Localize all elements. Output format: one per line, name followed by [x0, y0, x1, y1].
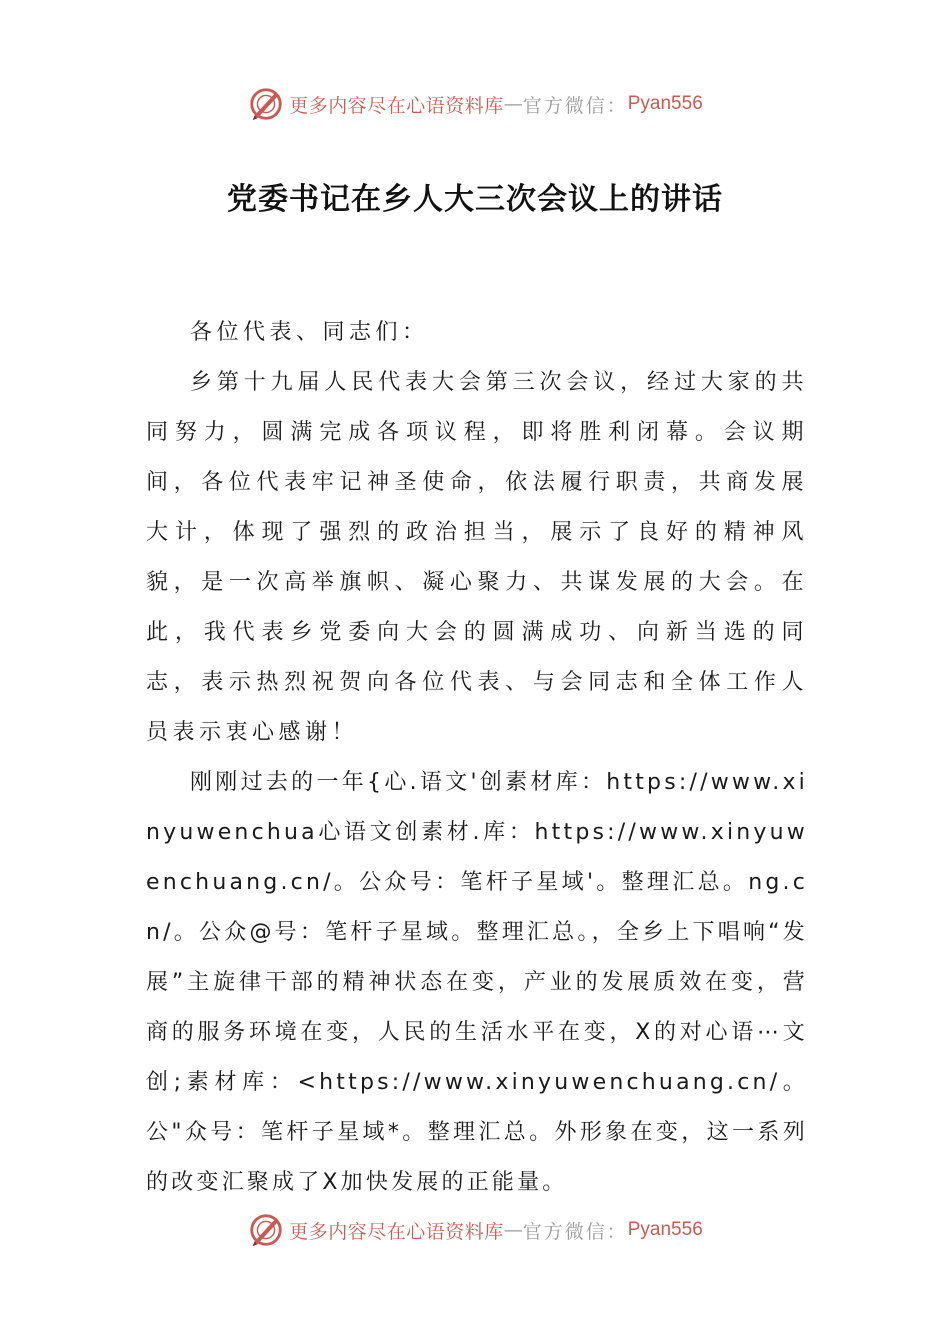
salutation-paragraph: 各位代表、同志们：	[190, 320, 429, 345]
pen-circle-logo-icon	[247, 85, 285, 123]
banner-main-text: 更多内容尽在心语资料库	[289, 1220, 504, 1243]
body-paragraph: 乡第十九届人民代表大会第三次会议，经过大家的共同努力，圆满完成各项议程，即将胜利闭幕。会议期间，各位代表牢记神圣使命，依法履行职责，共商发展大计，体现了强烈的政治担当，展示了良好的精神风貌，是一次高举旗帜、凝心聚力、共谋发展的大会。在此，我代表乡党委向大会的圆满成功、向新当选的同志，表示热烈祝贺向各位代表、与会同志和全体工作人员表示衷心感谢！	[146, 370, 808, 745]
footer-banner	[0, 1208, 950, 1252]
pen-circle-logo-icon	[247, 1211, 285, 1249]
document-body	[146, 308, 808, 1208]
document-title: 党委书记在乡人大三次会议上的讲话	[227, 182, 723, 217]
banner-wechat-label: 官方微信：	[522, 94, 628, 117]
header-banner	[0, 82, 950, 126]
banner-wechat-id: Pyan556	[627, 1219, 703, 1240]
banner-dash: —	[503, 93, 523, 115]
banner-main-text: 更多内容尽在心语资料库	[289, 94, 504, 117]
banner-dash: —	[503, 1219, 523, 1241]
banner-wechat-label: 官方微信：	[522, 1220, 628, 1243]
banner-wechat-id: Pyan556	[627, 93, 703, 114]
body-paragraph: 刚刚过去的一年{心.语文'创素材库：https://www.xinyuwenchua心语文创素材.库：https://www.xinyuwenchuang.cn/。公众号：笔杆子星域'。整理汇总。ng.cn/。公众@号：笔杆子星域。整理汇总。，全乡上下唱响“发展”主旋律干部的精神状态在变，产业的发展质效在变，营商的服务环境在变，人民的生活水平在变，X的对心语⋯文创;素材库：<https://www.xinyuwenchuang.cn/。公"众号：笔杆子星域*。整理汇总。外形象在变，这一系列的改变汇聚成了X加快发展的正能量。	[146, 770, 808, 1195]
